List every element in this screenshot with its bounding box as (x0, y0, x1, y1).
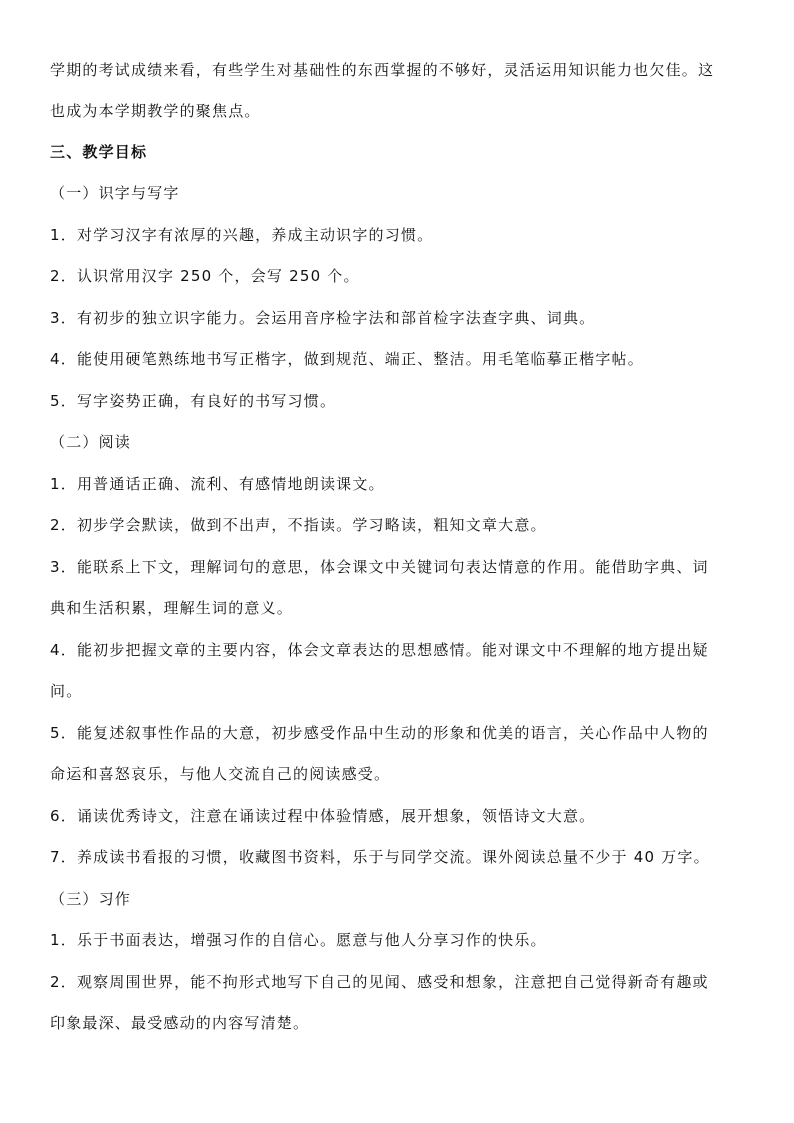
paragraph-line: 也成为本学期教学的聚焦点。 (50, 102, 261, 120)
list-item: 5．写字姿势正确，有良好的书写习惯。 (50, 392, 337, 410)
list-item: 4．能使用硬笔熟练地书写正楷字，做到规范、端正、整洁。用毛笔临摹正楷字帖。 (50, 350, 644, 368)
list-item: 7．养成读书看报的习惯，收藏图书资料，乐于与同学交流。课外阅读总量不少于 40 万字。 (50, 848, 710, 866)
list-item: 1．用普通话正确、流利、有感情地朗读课文。 (50, 475, 385, 493)
list-item: 2．初步学会默读，做到不出声，不指读。学习略读，粗知文章大意。 (50, 516, 547, 534)
list-item: 6．诵读优秀诗文，注意在诵读过程中体验情感，展开想象，领悟诗文大意。 (50, 807, 596, 825)
list-item: 3．能联系上下文，理解词句的意思，体会课文中关键词句表达情意的作用。能借助字典、词 (50, 558, 709, 576)
paragraph-line: 学期的考试成绩来看，有些学生对基础性的东西掌握的不够好，灵活运用知识能力也欠佳。这 (50, 61, 715, 79)
subsection-heading: （三）习作 (50, 890, 132, 908)
list-item: 2．观察周围世界，能不拘形式地写下自己的见闻、感受和想象，注意把自己觉得新奇有趣或 (50, 973, 709, 991)
subsection-heading: （二）阅读 (50, 433, 132, 451)
list-item: 3．有初步的独立识字能力。会运用音序检字法和部首检字法查字典、词典。 (50, 309, 596, 327)
list-item: 2．认识常用汉字 250 个，会写 250 个。 (50, 267, 360, 285)
list-item: 1．对学习汉字有浓厚的兴趣，养成主动识字的习惯。 (50, 226, 434, 244)
list-item-continuation: 印象最深、最受感动的内容写清楚。 (50, 1014, 310, 1032)
list-item: 5．能复述叙事性作品的大意，初步感受作品中生动的形象和优美的语言，关心作品中人物的 (50, 724, 709, 742)
list-item-continuation: 命运和喜怒哀乐，与他人交流自己的阅读感受。 (50, 765, 391, 783)
list-item-continuation: 问。 (50, 682, 83, 700)
subsection-heading: （一）识字与写字 (50, 184, 180, 202)
list-item-continuation: 典和生活积累，理解生词的意义。 (50, 599, 294, 617)
list-item: 4．能初步把握文章的主要内容，体会文章表达的思想感情。能对课文中不理解的地方提出疑 (50, 641, 709, 659)
section-heading: 三、教学目标 (50, 143, 148, 161)
list-item: 1．乐于书面表达，增强习作的自信心。愿意与他人分享习作的快乐。 (50, 931, 547, 949)
